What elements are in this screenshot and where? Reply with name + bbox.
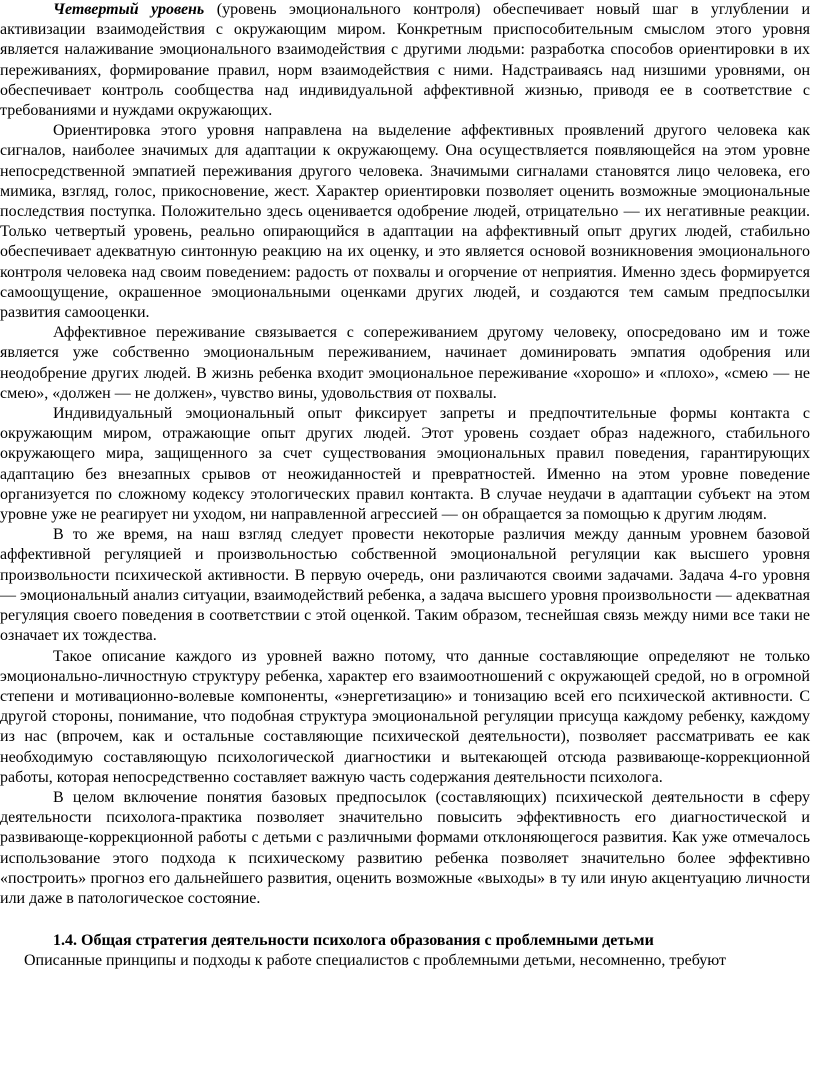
paragraph-individual-experience: Индивидуальный эмоциональный опыт фиксирует запреты и предпочтительные формы контакта с окружающим миром, отражающие опыт других людей. Этот уровень создает образ надежного, стабильного окружающего мира, защищенного за счет существования эмоциональных правил поведения, гарантирующих адаптацию без внезапных срывов от неожиданностей и превратностей. Именно на этом уровне поведение организуется по сложному кодексу этологических правил контакта. В случае неудачи в адаптации субъект на этом уровне уже не реагирует ни уходом, ни направленной агрессией — он обращается за помощью к другим людям.	[0, 405, 810, 524]
paragraph-affective-experience: Аффективное переживание связывается с сопереживанием другому человеку, опосредовано им и тоже является уже собственно эмоциональным переживанием, начинает доминировать эмпатия одобрения или неодобрение других людей. В жизнь ребенка входит эмоциональное переживание «хорошо» и «плохо», «смею — не смею», «должен — не должен», чувство вины, удовольствия от похвалы.	[0, 324, 810, 402]
paragraph-orientation: Ориентировка этого уровня направлена на выделение аффективных проявлений другого человека как сигналов, наиболее значимых для адаптации к окружающему. Она осуществляется появляющейся на этом уровне непосредственной эмпатией переживания другого человека. Значимыми сигналами становятся лицо человека, его мимика, взгляд, голос, прикосновение, жест. Характер ориентировки позволяет оценить возможные эмоциональные последствия поступка. Положительно здесь оценивается одобрение людей, отрицательно — их негативные реакции. Только четвертый уровень, реально опирающийся в адаптации на аффективный опыт других людей, стабильно обеспечивает адекватную синтонную реакцию на их оценку, и это является основой возникновения эмоционального контроля человека над своим поведением: радость от похвалы и огорчение от неприятия. Именно здесь формируется самоощущение, окрашенное эмоциональными оценками других людей, и создаются тем самым предпосылки развития самооценки.	[0, 122, 810, 322]
section-heading: 1.4. Общая стратегия деятельности психолога образования с проблемными детьми	[53, 932, 654, 950]
paragraph-fourth-level	[0, 0, 810, 121]
paragraph-lead-term: Четвертый уровень	[53, 1, 205, 18]
paragraph-description-importance: Такое описание каждого из уровней важно потому, что данные составляющие определяют не только эмоционально-личностную структуру ребенка, характер его взаимоотношений с окружающей средой, но в огромной степени и мотивационно-волевые компоненты, «энергетизацию» и тонизацию всей его психической активности. С другой стороны, понимание, что подобная структура эмоциональной регуляции присуща каждому ребенку, каждому из нас (впрочем, как и остальные составляющие психической деятельности), позволяет рассматривать ее как необходимую составляющую психологической диагностики и вытекающей отсюда развивающе-коррекционной работы, которая непосредственно составляет важную часть содержания деятельности психолога.	[0, 647, 810, 786]
paragraph-conclusion: В целом включение понятия базовых предпосылок (составляющих) психической деятельности в сферу деятельности психолога-практика позволяет значительно повысить эффективность его диагностической и развивающе-коррекционной работы с детьми с различными формами отклоняющегося развития. Как уже отмечалось использование этого подхода к психическому развитию ребенка позволяет значительно более эффективно «построить» прогноз его дальнейшего развития, оценить возможные «выходы» в ту или иную акцентуацию личности или даже в патологическое состояние.	[0, 788, 810, 907]
paragraph-text: (уровень эмоционального контроля) обеспечивает новый шаг в углублении и активизации взаимодействия с окружающим миром. Конкретным приспособительным смыслом этого уровня является налаживание эмоционального взаимодействия с другими людьми: разработка способов ориентировки в их переживаниях, формирование правил, норм взаимодействия с ними. Надстраиваясь над низшими уровнями, он обеспечивает контроль сообщества над индивидуальной аффективной жизнью, приводя ее в соответствие с требованиями и нуждами окружающих.	[0, 1, 811, 120]
paragraph-continuation: Описанные принципы и подходы к работе специалистов с проблемными детьми, несомненно, требуют	[24, 952, 726, 970]
paragraph-differences: В то же время, на наш взгляд следует провести некоторые различия между данным уровнем базовой аффективной регуляцией и произвольностью собственной эмоциональной регуляции как высшего уровня произвольности психической активности. В первую очередь, они различаются своими задачами. Задача 4-го уровня — эмоциональный анализ ситуации, взаимодействий ребенка, а задача высшего уровня произвольности — адекватная регуляция своего поведения в соответствии с этой оценкой. Таким образом, теснейшая связь между ними все таки не означает их тождества.	[0, 526, 810, 645]
